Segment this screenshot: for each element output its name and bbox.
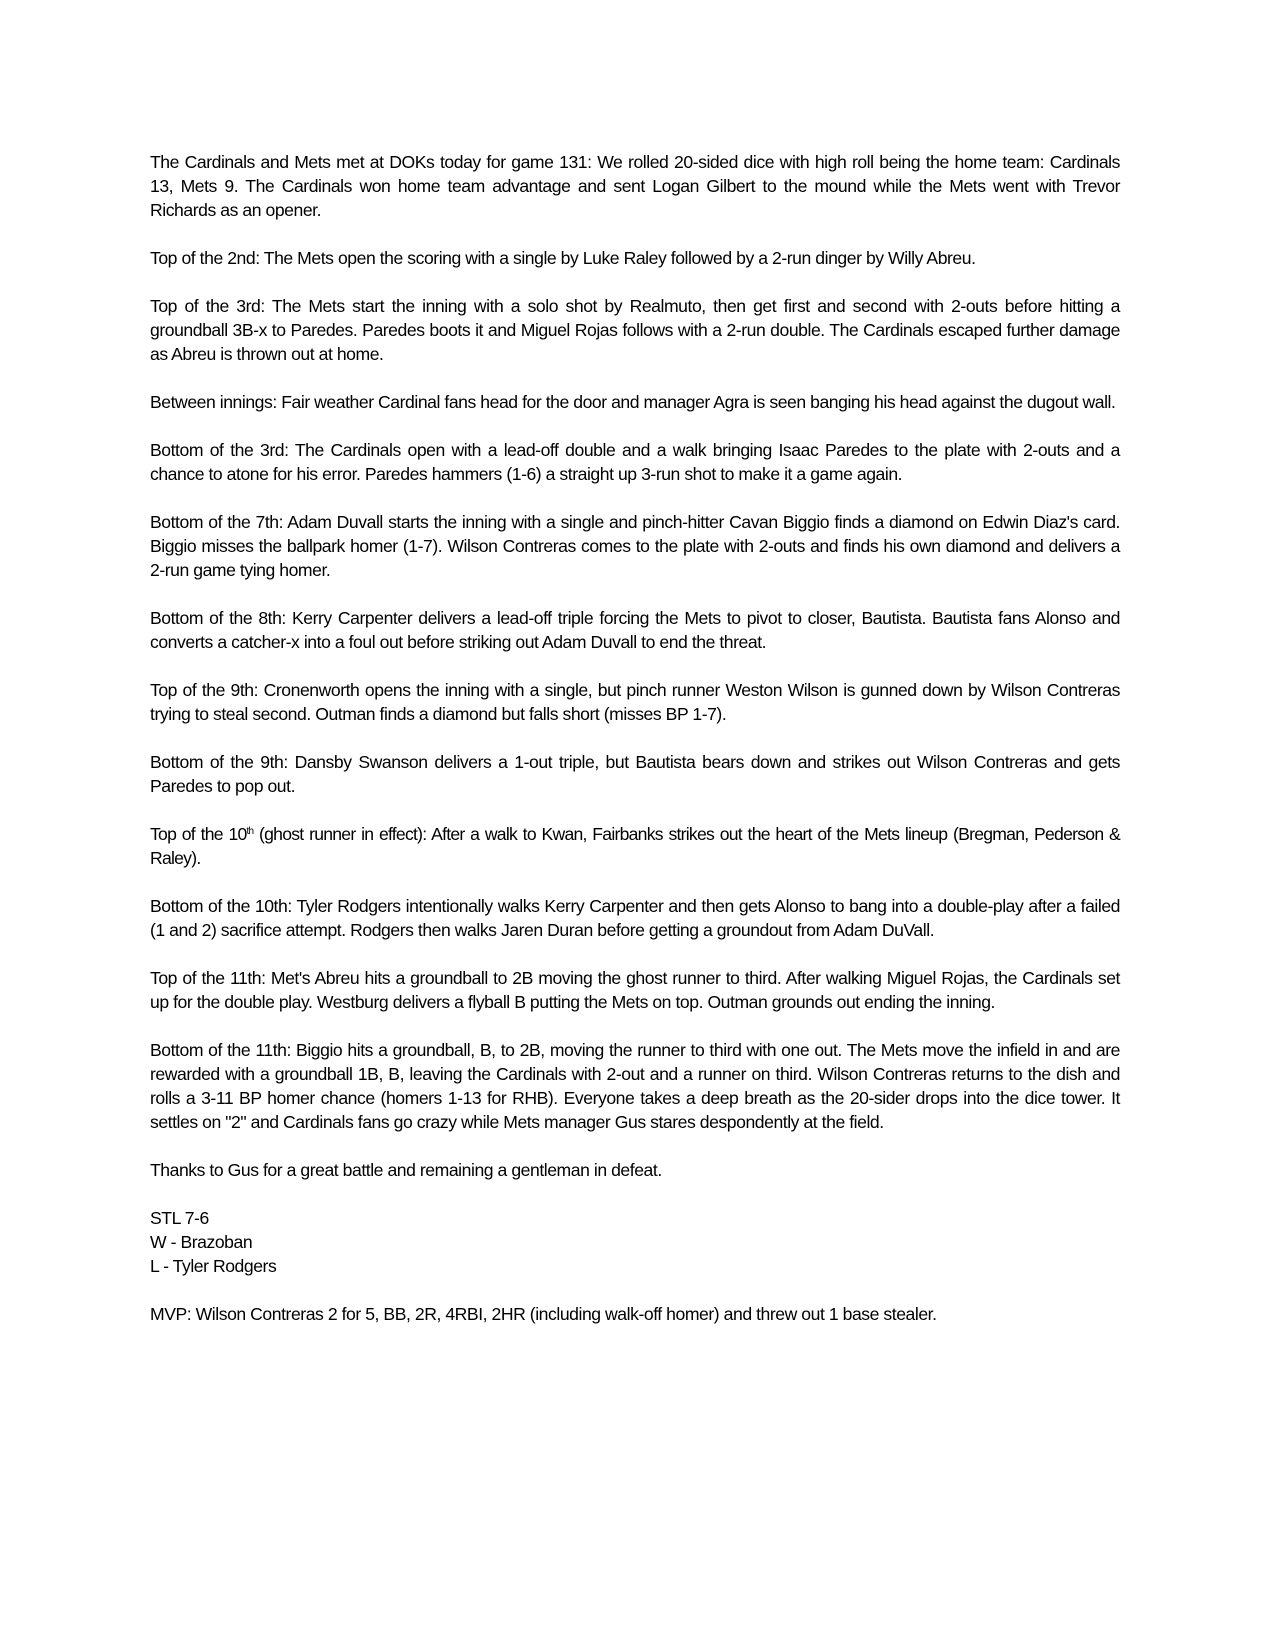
- result-block: [150, 1206, 1120, 1278]
- bottom-7th-paragraph: Bottom of the 7th: Adam Duvall starts the inning with a single and pinch-hitter Cavan Biggio finds a diamond on Edwin Diaz's card. Biggio misses the ballpark homer (1-7). Wilson Contreras comes to the plate with 2-outs and finds his own diamond and delivers a 2-run game tying homer.: [150, 512, 1120, 580]
- top-10th-text: (ghost runner in effect): After a walk to Kwan, Fairbanks strikes out the heart of the Mets lineup (Bregman, Pederson & Raley).: [150, 824, 1120, 868]
- top-10th-prefix: Top of the 10: [150, 824, 247, 844]
- bottom-11th-paragraph: Bottom of the 11th: Biggio hits a groundball, B, to 2B, moving the runner to third with one out. The Mets move the infield in and are rewarded with a groundball 1B, B, leaving the Cardinals with 2-out and a runner on third. Wilson Contreras returns to the dish and rolls a 3-11 BP homer chance (homers 1-13 for RHB). Everyone takes a deep breath as the 20-sider drops into the dice tower. It settles on "2" and Cardinals fans go crazy while Mets manager Gus stares despondently at the field.: [150, 1040, 1120, 1132]
- top-10th-paragraph: [150, 822, 1120, 870]
- between-innings-paragraph: Between innings: Fair weather Cardinal fans head for the door and manager Agra is seen banging his head against the dugout wall.: [150, 392, 1116, 412]
- game-recap-document: [150, 150, 1120, 1350]
- top-9th-paragraph: Top of the 9th: Cronenworth opens the inning with a single, but pinch runner Weston Wilson is gunned down by Wilson Contreras trying to steal second. Outman finds a diamond but falls short (misses BP 1-7).: [150, 680, 1120, 724]
- intro-paragraph: The Cardinals and Mets met at DOKs today for game 131: We rolled 20-sided dice with high roll being the home team: Cardinals 13, Mets 9. The Cardinals won home team advantage and sent Logan Gilbert to the mound while the Mets went with Trevor Richards as an opener.: [150, 152, 1120, 220]
- top-11th-paragraph: Top of the 11th: Met's Abreu hits a groundball to 2B moving the ghost runner to third. After walking Miguel Rojas, the Cardinals set up for the double play. Westburg delivers a flyball B putting the Mets on top. Outman grounds out ending the inning.: [150, 968, 1120, 1012]
- thanks-paragraph: Thanks to Gus for a great battle and remaining a gentleman in defeat.: [150, 1160, 662, 1180]
- final-score: STL 7-6: [150, 1208, 209, 1228]
- winning-pitcher: W - Brazoban: [150, 1232, 253, 1252]
- losing-pitcher: L - Tyler Rodgers: [150, 1256, 277, 1276]
- bottom-8th-paragraph: Bottom of the 8th: Kerry Carpenter delivers a lead-off triple forcing the Mets to pivot to closer, Bautista. Bautista fans Alonso and converts a catcher-x into a foul out before striking out Adam Duvall to end the threat.: [150, 608, 1120, 652]
- top-2nd-paragraph: Top of the 2nd: The Mets open the scoring with a single by Luke Raley followed by a 2-run dinger by Willy Abreu.: [150, 248, 976, 268]
- top-3rd-paragraph: Top of the 3rd: The Mets start the inning with a solo shot by Realmuto, then get first and second with 2-outs before hitting a groundball 3B-x to Paredes. Paredes boots it and Miguel Rojas follows with a 2-run double. The Cardinals escaped further damage as Abreu is thrown out at home.: [150, 296, 1120, 364]
- ordinal-superscript: th: [246, 826, 254, 837]
- bottom-9th-paragraph: Bottom of the 9th: Dansby Swanson delivers a 1-out triple, but Bautista bears down and strikes out Wilson Contreras and gets Paredes to pop out.: [150, 752, 1120, 796]
- mvp-paragraph: MVP: Wilson Contreras 2 for 5, BB, 2R, 4RBI, 2HR (including walk-off homer) and threw out 1 base stealer.: [150, 1304, 937, 1324]
- bottom-3rd-paragraph: Bottom of the 3rd: The Cardinals open with a lead-off double and a walk bringing Isaac Paredes to the plate with 2-outs and a chance to atone for his error. Paredes hammers (1-6) a straight up 3-run shot to make it a game again.: [150, 440, 1120, 484]
- bottom-10th-paragraph: Bottom of the 10th: Tyler Rodgers intentionally walks Kerry Carpenter and then gets Alonso to bang into a double-play after a failed (1 and 2) sacrifice attempt. Rodgers then walks Jaren Duran before getting a groundout from Adam DuVall.: [150, 896, 1120, 940]
